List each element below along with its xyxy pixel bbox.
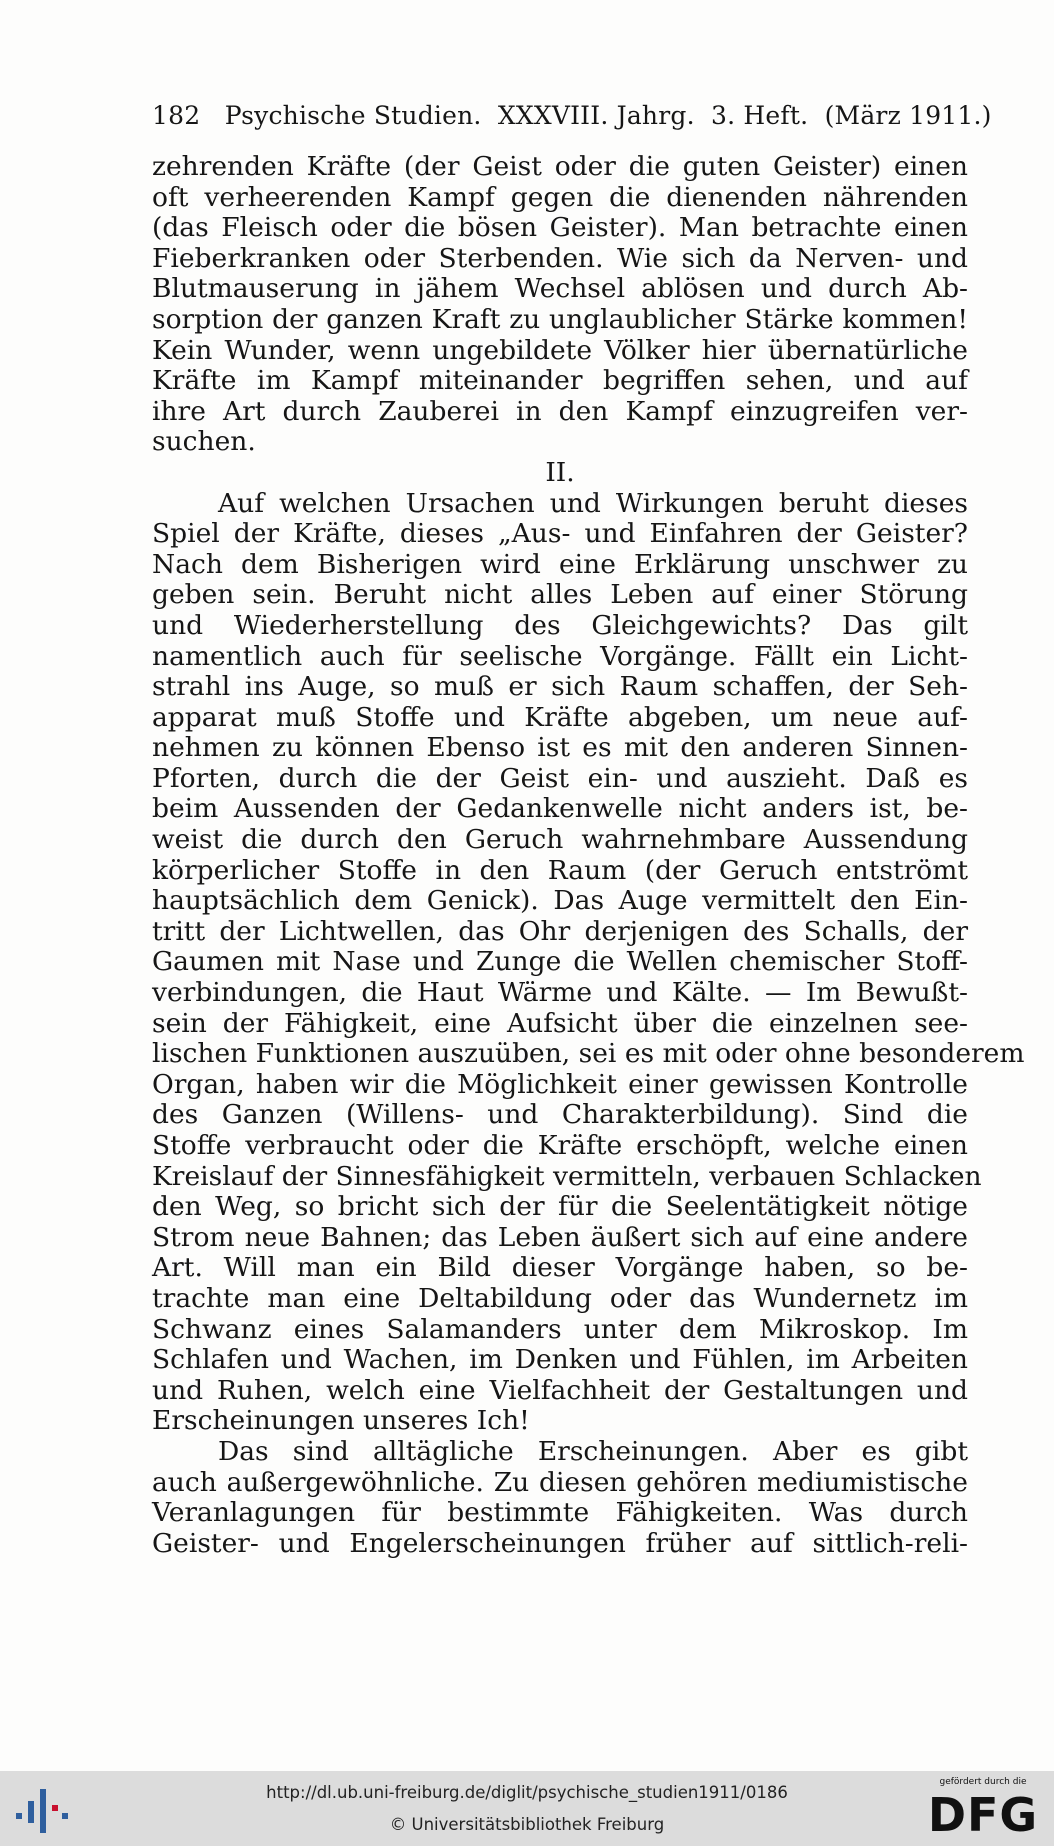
text-line: Geister- und Engelerscheinungen früher auf sittlich-reli- xyxy=(152,1527,968,1559)
text-line: strahl ins Auge, so muß er sich Raum schaffen, der Seh- xyxy=(152,671,968,703)
text-line: und Wiederherstellung des Gleichgewichts? Das gilt xyxy=(152,609,968,641)
footer-bar xyxy=(0,1771,1054,1846)
text-line: Gaumen mit Nase und Zunge die Wellen chemischer Stoff- xyxy=(152,946,968,978)
text-line: körperlicher Stoffe in den Raum (der Geruch entströmt xyxy=(152,854,968,886)
text-line: tritt der Lichtwellen, das Ohr derjenigen des Schalls, der xyxy=(152,915,968,947)
text-line: geben sein. Beruht nicht alles Leben auf einer Störung xyxy=(152,579,968,611)
text-line: zehrenden Kräfte (der Geist oder die guten Geister) einen xyxy=(152,151,968,182)
text-line: Kein Wunder, wenn ungebildete Völker hier übernatürliche xyxy=(152,334,968,366)
text-line: hauptsächlich dem Genick). Das Auge vermittelt den Ein- xyxy=(152,885,968,917)
text-line: Stoffe verbraucht oder die Kräfte erschöpft, welche einen xyxy=(152,1130,968,1161)
text-line: Blutmauserung in jähem Wechsel ablösen und durch Ab- xyxy=(152,273,968,305)
paragraph-2 xyxy=(152,487,1025,1437)
dfg-logo-icon xyxy=(924,1777,1042,1841)
text-line: Art. Will man ein Bild dieser Vorgänge haben, so be- xyxy=(152,1252,968,1284)
section-heading: II. xyxy=(545,456,575,488)
text-line: oft verheerenden Kampf gegen die dienenden nährenden xyxy=(152,181,968,213)
text-line: nehmen zu können Ebenso ist es mit den anderen Sinnen- xyxy=(152,732,968,764)
text-line: Nach dem Bisherigen wird eine Erklärung unschwer zu xyxy=(152,548,968,580)
dfg-logo-text: DFG xyxy=(927,1788,1039,1842)
footer-url-link[interactable]: http://dl.ub.uni-freiburg.de/diglit/psychische_studien1911/0186 xyxy=(266,1783,788,1802)
text-line: Strom neue Bahnen; das Leben äußert sich auf eine andere xyxy=(152,1221,968,1253)
paragraph-1 xyxy=(152,152,968,458)
text-line: Auf welchen Ursachen und Wirkungen beruht dieses xyxy=(218,487,968,519)
text-line: suchen. xyxy=(152,426,256,458)
text-line: verbindungen, die Haut Wärme und Kälte. — Im Bewußt- xyxy=(152,977,968,1009)
text-line: Fieberkranken oder Sterbenden. Wie sich da Nerven- und xyxy=(152,242,968,274)
text-line: Organ, haben wir die Möglichkeit einer gewissen Kontrolle xyxy=(152,1068,968,1100)
running-header: 182 Psychische Studien. XXXVIII. Jahrg. 3. Heft. (März 1911.) xyxy=(152,101,992,130)
text-line: Pforten, durch die der Geist ein- und auszieht. Daß es xyxy=(152,762,968,794)
text-line: und Ruhen, welch eine Vielfachheit der Gestaltungen und xyxy=(152,1374,968,1406)
text-line: Veranlagungen für bestimmte Fähigkeiten. Was durch xyxy=(152,1497,968,1529)
text-line: apparat muß Stoffe und Kräfte abgeben, um neue auf- xyxy=(152,701,968,733)
text-line: sorption der ganzen Kraft zu unglaublicher Stärke kommen! xyxy=(152,303,968,335)
footer-copyright: © Universitätsbibliothek Freiburg xyxy=(389,1815,665,1834)
dfg-caption: gefördert durch die xyxy=(939,1777,1027,1787)
text-line: namentlich auch für seelische Vorgänge. Fällt ein Licht- xyxy=(152,640,968,672)
text-line: Schwanz eines Salamanders unter dem Mikroskop. Im xyxy=(152,1313,968,1345)
text-line: Kreislauf der Sinnesfähigkeit vermitteln, verbauen Schlacken xyxy=(152,1160,982,1192)
body-text xyxy=(152,151,1025,1559)
text-line: Kräfte im Kampf miteinander begriffen sehen, und auf xyxy=(152,365,968,397)
text-line: (das Fleisch oder die bösen Geister). Man betrachte einen xyxy=(152,212,968,244)
text-line: Das sind alltägliche Erscheinungen. Aber es gibt xyxy=(218,1435,968,1467)
text-line: des Ganzen (Willens- und Charakterbildung). Sind die xyxy=(152,1099,968,1131)
text-line: Erscheinungen unseres Ich! xyxy=(152,1405,530,1437)
paragraph-3 xyxy=(152,1437,968,1559)
text-line: trachte man eine Deltabildung oder das Wundernetz im xyxy=(152,1282,968,1314)
text-line: beim Aussenden der Gedankenwelle nicht anders ist, be- xyxy=(152,793,968,825)
text-line: Spiel der Kräfte, dieses „Aus- und Einfahren der Geister? xyxy=(152,518,968,550)
text-line: Schlafen und Wachen, im Denken und Fühlen, im Arbeiten xyxy=(152,1344,968,1376)
text-line: den Weg, so bricht sich der für die Seelentätigkeit nötige xyxy=(152,1191,968,1223)
text-line: ihre Art durch Zauberei in den Kampf einzugreifen ver- xyxy=(152,395,968,427)
text-line: weist die durch den Geruch wahrnehmbare Aussendung xyxy=(152,824,968,856)
text-line: lischen Funktionen auszuüben, sei es mit oder ohne besonderem xyxy=(152,1038,1025,1070)
text-line: sein der Fähigkeit, eine Aufsicht über die einzelnen see- xyxy=(152,1007,968,1039)
text-line: auch außergewöhnliche. Zu diesen gehören mediumistische xyxy=(152,1466,968,1498)
